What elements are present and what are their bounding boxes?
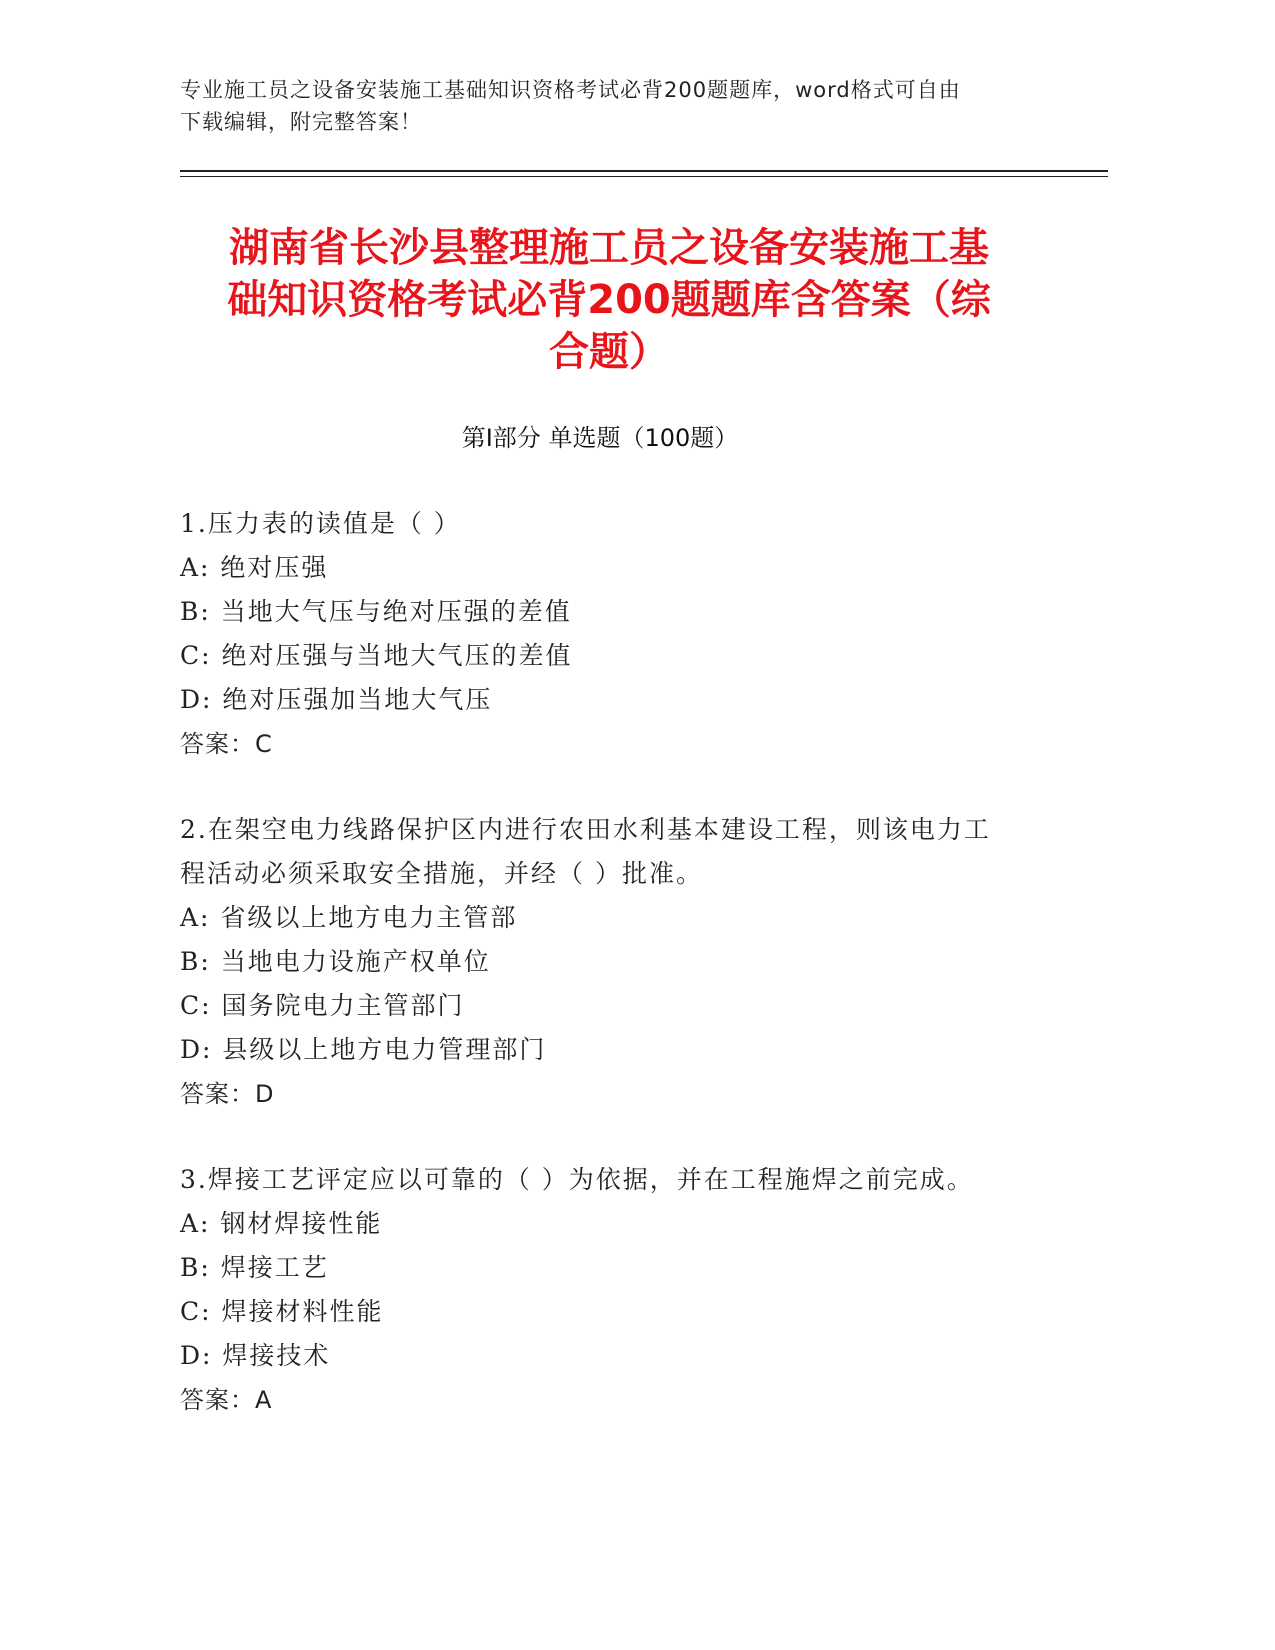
header-note-line-2: 下载编辑，附完整答案！ xyxy=(180,110,422,134)
option-c: C: 焊接材料性能 xyxy=(180,1297,384,1326)
header-rule-thick xyxy=(180,170,1108,172)
header-rule-thin xyxy=(180,176,1108,177)
title-line-3: 合题） xyxy=(549,329,669,375)
question-stem: 3.焊接工艺评定应以可靠的（ ）为依据，并在工程施焊之前完成。 xyxy=(180,1165,974,1194)
option-a: A: 绝对压强 xyxy=(180,553,329,582)
section-title: 第Ⅰ部分 单选题（100题） xyxy=(461,424,739,452)
question-2 xyxy=(180,808,1040,1116)
option-b: B: 当地大气压与绝对压强的差值 xyxy=(180,597,572,626)
option-b: B: 当地电力设施产权单位 xyxy=(180,947,491,976)
option-a: A: 钢材焊接性能 xyxy=(180,1209,383,1238)
option-d: D: 焊接技术 xyxy=(180,1341,331,1370)
option-b: B: 焊接工艺 xyxy=(180,1253,329,1282)
option-d: D: 县级以上地方电力管理部门 xyxy=(180,1035,547,1064)
question-3 xyxy=(180,1158,1040,1422)
question-stem-line-2: 程活动必须采取安全措施，并经（ ）批准。 xyxy=(180,859,703,888)
header-note-line-1: 专业施工员之设备安装施工基础知识资格考试必背200题题库，word格式可自由 xyxy=(180,78,961,102)
title-line-2: 础知识资格考试必背200题题库含答案（综 xyxy=(227,277,991,323)
document-title xyxy=(185,222,1033,378)
option-d: D: 绝对压强加当地大气压 xyxy=(180,685,493,714)
option-a: A: 省级以上地方电力主管部 xyxy=(180,903,518,932)
answer: 答案：C xyxy=(180,730,273,758)
title-line-1: 湖南省长沙县整理施工员之设备安装施工基 xyxy=(229,225,989,271)
answer: 答案：D xyxy=(180,1080,275,1108)
question-1 xyxy=(180,502,1040,766)
question-stem: 1.压力表的读值是（ ） xyxy=(180,509,461,538)
option-c: C: 国务院电力主管部门 xyxy=(180,991,465,1020)
question-stem-line-1: 2.在架空电力线路保护区内进行农田水利基本建设工程，则该电力工 xyxy=(180,815,991,844)
header-note xyxy=(180,74,1060,138)
answer: 答案：A xyxy=(180,1386,273,1414)
option-c: C: 绝对压强与当地大气压的差值 xyxy=(180,641,573,670)
